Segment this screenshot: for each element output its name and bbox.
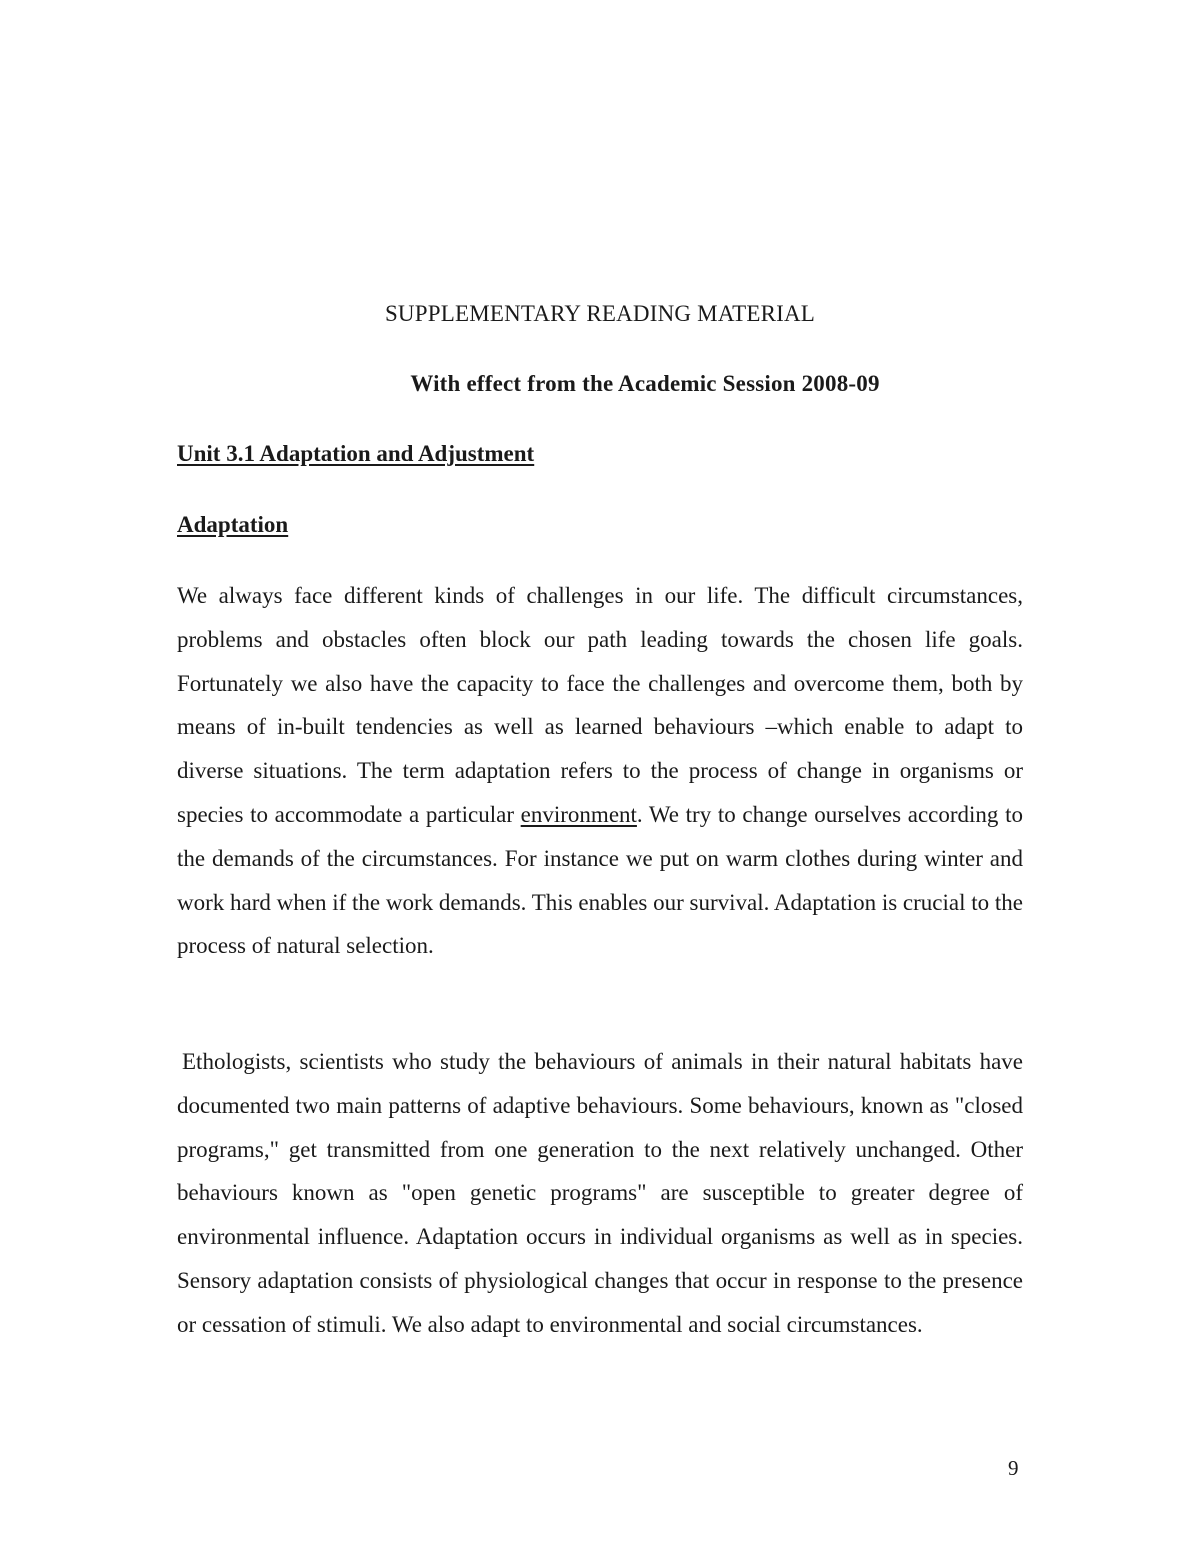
section-heading-adaptation: Adaptation xyxy=(177,512,289,537)
paragraph-1-text-start: We always face different kinds of challenges in our life. The difficult circumstances, problems and obstacles often block our path leading towards the chosen life goals. Fortunately we also have the capacity to face the challenges and overcome them, both by means of in-built tendencies as well as learned behaviours –which enable to adapt to diverse situations. The term adaptation refers to the process of change in organisms or species to accommodate a particular xyxy=(177,583,1023,827)
document-subtitle: With effect from the Academic Session 2008-09 xyxy=(410,371,880,396)
paragraph-2: Ethologists, scientists who study the behaviours of animals in their natural habitats have documented two main patterns of adaptive behaviours. Some behaviours, known as "closed programs," get transmitted from one generation to the next relatively unchanged. Other behaviours known as "open genetic programs" are susceptible to greater degree of environmental influence. Adaptation occurs in individual organisms as well as in species. Sensory adaptation consists of physiological changes that occur in response to the presence or cessation of stimuli. We also adapt to environmental and social circumstances. xyxy=(177,1049,1023,1337)
paragraph-1 xyxy=(177,574,1023,968)
document-title: SUPPLEMENTARY READING MATERIAL xyxy=(384,301,816,326)
unit-heading: Unit 3.1 Adaptation and Adjustment xyxy=(177,441,535,466)
page-number: 9 xyxy=(1008,1456,1019,1480)
underlined-term-environment: environment xyxy=(520,801,637,827)
paragraph-1-text-end: . We try to change ourselves according to the demands of the circumstances. For instance we put on warm clothes during winter and work hard when if the work demands. This enables our survival. Adaptation is crucial to the process of natural selection. xyxy=(177,801,1023,959)
